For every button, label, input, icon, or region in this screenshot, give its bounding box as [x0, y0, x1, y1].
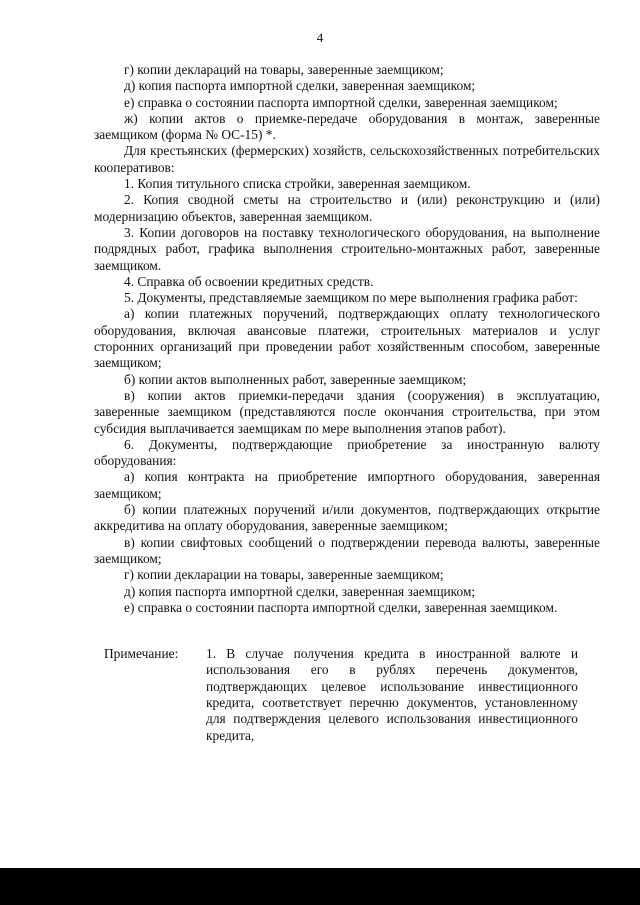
paragraph: а) копии платежных поручений, подтверждающих оплату технологического оборудования, включая авансовые платежи, строительных материалов и услуг сторонних организаций при проведении работ хозяйственным способом, заверенные заемщиком; [94, 306, 600, 371]
note-text: 1. В случае получения кредита в иностранной валюте и использования его в рублях перечень документов, подтверждающих целевое использование инвестиционного кредита, соответствует перечню документов, установленному для подтверждения целевого использования инвестиционного кредита, [206, 646, 578, 743]
paragraph: в) копии свифтовых сообщений о подтверждении перевода валюты, заверенные заемщиком; [94, 534, 600, 566]
paragraph: ж) копии актов о приемке-передаче оборудования в монтаж, заверенные заемщиком (форма № ОС-15) *. [94, 110, 600, 143]
paragraph: 2. Копия сводной сметы на строительство и (или) реконструкцию и (или) модернизацию объектов, заверенная заемщиком. [94, 192, 600, 224]
document-body [94, 62, 600, 744]
paragraph: 6. Документы, подтверждающие приобретение за иностранную валюту оборудования: [94, 436, 600, 469]
paragraph: г) копии деклараций на товары, заверенные заемщиком; [124, 62, 444, 77]
scan-border [0, 868, 640, 905]
paragraph: г) копии декларации на товары, заверенные заемщиком; [124, 567, 444, 583]
paragraph: д) копия паспорта импортной сделки, заверенная заемщиком; [124, 78, 476, 94]
spacer [94, 616, 600, 646]
paragraph: Для крестьянских (фермерских) хозяйств, сельскохозяйственных потребительских кооперативов: [94, 143, 600, 175]
paragraph: 5. Документы, представляемые заемщиком по мере выполнения графика работ: [124, 290, 578, 306]
paragraph: б) копии платежных поручений и/или документов, подтверждающих открытие аккредитива на оплату оборудования, заверенные заемщиком; [94, 502, 600, 534]
page-number: 4 [316, 30, 324, 45]
paragraph: е) справка о состоянии паспорта импортной сделки, заверенная заемщиком. [124, 599, 558, 615]
paragraph: 4. Справка об освоении кредитных средств. [124, 273, 374, 289]
paragraph: е) справка о состоянии паспорта импортной сделки, заверенная заемщиком; [124, 94, 558, 110]
paragraph: д) копия паспорта импортной сделки, заверенная заемщиком; [124, 583, 476, 599]
note-block [94, 646, 600, 744]
paragraph: 1. Копия титульного списка стройки, заверенная заемщиком. [124, 176, 471, 192]
paragraph: в) копии актов приемки-передачи здания (сооружения) в эксплуатацию, заверенные заемщиком (представляются после окончания строительства, при этом субсидия выплачивается заемщикам по мере выполнения этапов работ). [94, 387, 600, 436]
paragraph: б) копии актов выполненных работ, заверенные заемщиком; [124, 371, 467, 387]
paragraph: а) копия контракта на приобретение импортного оборудования, заверенная заемщиком; [94, 469, 600, 501]
note-label: Примечание: [104, 646, 179, 662]
paragraph: 3. Копии договоров на поставку технологического оборудования, на выполнение подрядных работ, графика выполнения строительно-монтажных работ, заверенные заемщиком. [94, 224, 600, 273]
